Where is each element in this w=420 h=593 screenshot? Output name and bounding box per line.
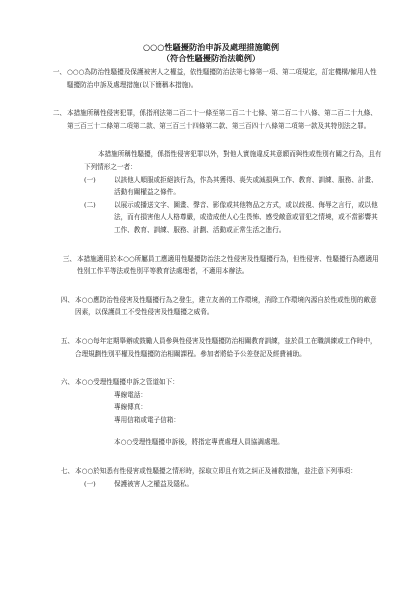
item-number: (一)	[84, 175, 96, 184]
section-number: 一、	[52, 68, 66, 76]
section-number: 六、	[60, 378, 74, 387]
section-number: 三、	[62, 254, 76, 263]
list-item	[40, 174, 382, 199]
section-number: 七、	[60, 467, 74, 476]
section-5	[40, 335, 382, 360]
section-4	[40, 294, 382, 319]
section-number: 五、	[60, 336, 74, 345]
list-item	[40, 478, 382, 491]
section-number: 四、	[60, 295, 74, 304]
hotline-phone-field: 專線電話：	[114, 390, 147, 399]
item-number: (二)	[84, 200, 96, 209]
section-1	[40, 66, 382, 91]
document-subtitle: （符合性騷擾防治法範例）	[161, 53, 261, 63]
section-3	[40, 253, 382, 278]
section-number: 二、	[52, 109, 66, 118]
section-7	[40, 465, 382, 478]
section-6	[40, 376, 382, 389]
section-6-note: 本○○受理性騷擾申訴後，將指定專責處理人員協調處理。	[114, 438, 284, 447]
section-2	[40, 107, 382, 132]
section-2-definition: 本措施所稱性騷擾，係指性侵害犯罪以外，對他人實施違反其意願而與性或性別有關之行為，且有下列情形之一者：	[84, 150, 382, 171]
item-text: 保護被害人之權益及隱私。	[114, 479, 194, 488]
item-text: 以該他人順服或拒絕該行為，作為其獲得、喪失或減損與工作、教育、訓練、服務、計畫、活動有關權益之條件。	[114, 175, 378, 197]
document-title: ○○○性騷擾防治申訴及處理措施範例	[142, 42, 280, 52]
hotline-fax-field: 專線傳真：	[114, 403, 147, 412]
section-text: 本○○每年定期舉辦或鼓勵人員參與性侵害及性騷擾防治相關教育訓練，並於員工在職訓練或工作時中，合理規劃性別平權及性騷擾防治相關課程。參加者將給予公差登記及經費補助。	[75, 336, 377, 358]
section-text: 本○○於知悉有性侵害或性騷擾之情形時，採取立即且有效之糾正及補救措施，並注意下列事項：	[75, 467, 357, 476]
email-field: 專用信箱或電子信箱：	[114, 415, 180, 424]
section-text: 本措施適用於本○○所屬員工應適用性騷擾防治法之性侵害及性騷擾行為，但性侵害、性騷擾行為應適用性別工作平等法或性別平等教育法處理者，不適用本辦法。	[77, 254, 379, 276]
item-number: (一)	[84, 479, 96, 488]
list-item	[40, 199, 382, 237]
section-text: 本○○受理性騷擾申訴之管道如下：	[75, 378, 179, 387]
item-text: 以展示或播送文字、圖畫、聲音、影像或其他物品之方式，或以歧視、侮辱之言行，或以他法，而有損害他人人格尊嚴，或造成使人心生畏怖、感受敵意或冒犯之情境，或不當影響其工作、教育、訓練、服務、計劃、活動或正常生活之進行。	[114, 200, 378, 234]
section-text: 本○○應防治性侵害及性騷擾行為之發生，建立友善的工作環境，消除工作環境內源自於性或性別的敵意因素，以保護員工不受性侵害及性騷擾之威脅。	[75, 295, 377, 317]
section-text: ○○○為防治性騷擾及保護被害人之權益，依性騷擾防治法第七條第一項、第二項規定，訂定機構/僱用人性騷擾防治申訴及處理措施(以下簡稱本措施)。	[67, 68, 377, 89]
section-text: 本措施所稱性侵害犯罪，係指刑法第二百二十一條至第二百二十七條、第二百二十八條、第二百二十九條、第三百三十二條第二項第二款、第三百三十四條第二款、第三百四十八條第二項第一款及其特別法之罪。	[67, 109, 377, 130]
